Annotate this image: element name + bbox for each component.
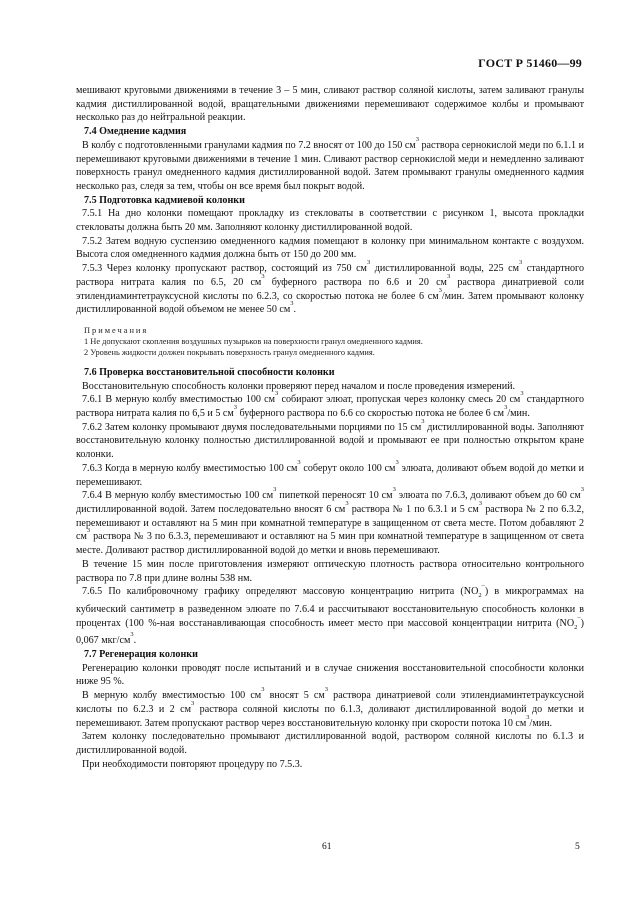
note-1: 1 Не допускают скопления воздушных пузырьков на поверхности гранул омедненного кадмия.	[84, 336, 423, 346]
standard-header: ГОСТ Р 51460—99	[478, 56, 582, 70]
clause-7-6-2: 7.6.2 Затем колонку промывают двумя последовательными порциями по 15 $см^3$ дистиллированной воды. Заполняют восстановительную колонку полностью дистиллированной водой и промывают ее при полностью открытом кране колонки.	[76, 417, 584, 461]
clause-7-5-1: 7.5.1 На дно колонки помещают прокладку из стекловаты в соответствии с рисунком 1, высота прокладки стекловаты должна быть 20 мм. Заполняют колонку дистиллированной водой.	[76, 208, 584, 234]
clause-7-5-3: 7.5.3 Через колонку пропускают раствор, состоящий из 750 $см^3$ дистиллированной воды, 225 $см^3$ стандартного раствора нитрата калия по 6.5, 20 $см^3$ буферного раствора по 6.6 и 20 $см^3$ раствора динатриевой соли этилендиаминтетрауксусной кислоты по 6.2.3, со скоростью потока не более 6 $см^3$/мин. Затем промывают колонку дистиллированной водой объемом не менее 50 $см^3$.	[76, 259, 585, 316]
page-number-right: 5	[575, 842, 580, 852]
note-2: 2 Уровень жидкости должен покрывать поверхность гранул омедненного кадмия.	[84, 347, 375, 357]
notes-block	[76, 325, 584, 358]
clause-7-6-3: 7.6.3 Когда в мерную колбу вместимостью 100 $см^3$ соберут около 100 $см^3$ элюата, доливают объем водой до метки и перемешивают.	[76, 458, 584, 488]
section-7-7-p3: Затем колонку последовательно промывают дистиллированной водой, раствором соляной кислоты по 6.1.3 и дистиллированной водой.	[76, 731, 584, 756]
section-7-7-p2: В мерную колбу вместимостью 100 $см^3$ вносят 5 $см^3$ раствора динатриевой соли этилендиаминтетрауксусной кислоты по 6.2.3 и 2 $см^3$ раствора соляной кислоты по 6.1.3, доливают дистиллированной водой до метки и перемешивают. Затем пропускают раствор через восстановительную колонку при скорости потока 10 $см^3$/мин.	[76, 686, 584, 729]
document-body	[76, 84, 584, 771]
section-7-7-title: 7.7 Регенерация колонки	[84, 649, 198, 661]
section-7-7-p4: При необходимости повторяют процедуру по 7.5.3.	[82, 758, 303, 770]
clause-7-6-4-measure: В течение 15 мин после приготовления измеряют оптическую плотность раствора относительно контрольного раствора по 7.8 при длине волны 538 нм.	[76, 558, 584, 584]
clause-7-6-1: 7.6.1 В мерную колбу вместимостью 100 $см^3$ собирают элюат, пропуская через колонку смесь 20 $см^3$ стандартного раствора нитрата калия по 6,5 и 5 $см^3$ буферного раствора по 6.6 со скоростью потока не более 6 $см^3$/мин.	[76, 390, 585, 420]
section-7-4-title: 7.4 Омеднение кадмия	[84, 126, 187, 138]
section-7-6-intro: Восстановительную способность колонки проверяют перед началом и после проведения измерений.	[82, 380, 516, 392]
clause-7-6-5: 7.6.5 По калибровочному графику определяют массовую концентрацию нитрита $(NO_2^-)$ в микрограммах на кубический сантиметр в разведенном элюате по 7.6.4 и рассчитывают восстановительную способность колонки в процентах (100 %-ная восстанавливающая способность имеет место при массовой концентрации нитрита $(NO_2^-)$ 0,067 мкг/$см^3$.	[76, 582, 584, 647]
page-number-center: 61	[322, 842, 332, 852]
continued-paragraph: мешивают круговыми движениями в течение 3 – 5 мин, сливают раствор соляной кислоты, затем заливают гранулы кадмия дистиллированной водой, вращательными движениями перемешивают содержимое колбы и промывают несколько раз до нейтральной реакции.	[76, 85, 584, 124]
section-7-5-title: 7.5 Подготовка кадмиевой колонки	[84, 194, 245, 206]
clause-7-5-2: 7.5.2 Затем водную суспензию омедненного кадмия помещают в колонку при минимальном контакте с воздухом. Высота слоя омедненного кадмия должна быть от 150 до 200 мм.	[76, 235, 584, 261]
clause-7-6-4: 7.6.4 В мерную колбу вместимостью 100 $см^3$ пипеткой переносят 10 $см^3$ элюата по 7.6.3, доливают объем до 60 $см^3$ дистиллированной водой. Затем последовательно вносят 6 $см^3$ раствора № 1 по 6.3.1 и 5 $см^3$ раствора № 2 по 6.3.2, перемешивают и оставляют на 5 мин при комнатной температуре в защищенном от света месте. Потом добавляют 2 $см^3$ раствора № 3 по 6.3.3, перемешивают и оставляют на 5 мин при комнатной температуре в защищенном от света месте. Доливают раствор дистиллированной водой до метки и вновь перемешивают.	[76, 486, 585, 557]
section-7-4-text: В колбу с подготовленными гранулами кадмия по 7.2 вносят от 100 до 150 $см^3$ раствора сернокислой меди по 6.1.1 и перемешивают круговыми движениями в течение 1 мин. Сливают раствор сернокислой меди и немедленно заливают поверхность гранул омедненного кадмия дистиллированной водой. Затем промывают гранулы омедненного кадмия несколько раз, следя за тем, чтобы он все время был покрыт водой.	[76, 135, 584, 192]
notes-title: Примечания	[84, 325, 149, 335]
section-7-7-p1: Регенерацию колонки проводят после испытаний и в случае снижения восстановительной способности колонки ниже 95 %.	[76, 662, 584, 688]
section-7-6-title: 7.6 Проверка восстановительной способности колонки	[84, 366, 335, 378]
